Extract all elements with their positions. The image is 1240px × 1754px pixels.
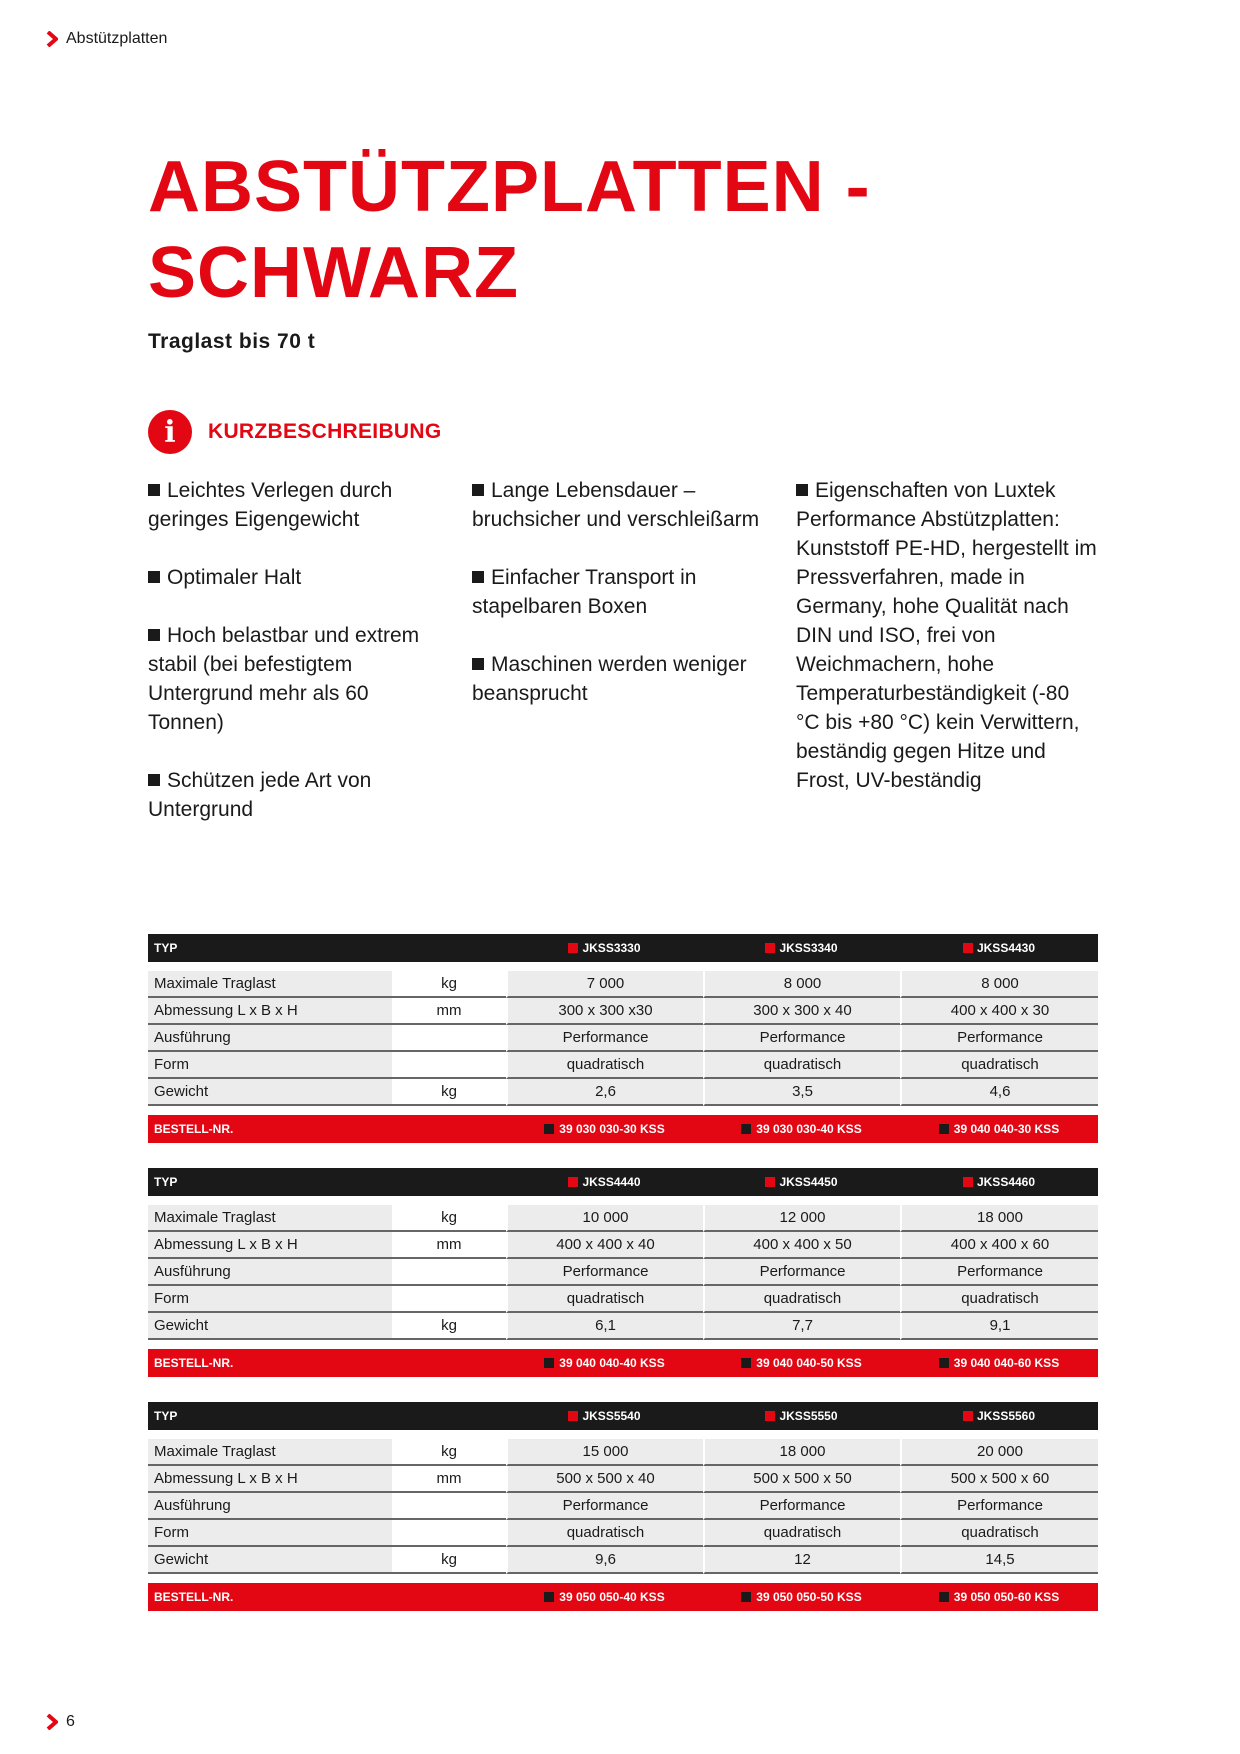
spec-table-2 (148, 1168, 1098, 1377)
bullet-column-1 (148, 476, 448, 853)
table-row: Maximale Traglast kg 15 000 18 000 20 000 (148, 1439, 1098, 1466)
model-cell: JKSS5560 (900, 1402, 1098, 1430)
order-row (148, 1349, 1098, 1377)
title-line-1: ABSTÜTZPLATTEN - (148, 147, 871, 227)
bullet-item: Optimaler Halt (148, 563, 448, 592)
square-bullet-icon (148, 774, 160, 786)
table-header-row (148, 934, 1098, 962)
spec-table-3 (148, 1402, 1098, 1611)
title-line-2: SCHWARZ (148, 233, 519, 313)
model-cell: JKSS4460 (900, 1168, 1098, 1196)
table-header-row (148, 1168, 1098, 1196)
table-row: Abmessung L x B x H mm 300 x 300 x30 300 x 300 x 40 400 x 400 x 30 (148, 998, 1098, 1025)
table-row: Ausführung Performance Performance Performance (148, 1025, 1098, 1052)
bullet-item: Eigenschaften von Luxtek Performance Abstützplatten: Kunststoff PE-HD, hergestellt im Pressverfahren, made in Germany, hohe Qualität nach DIN und ISO, frei von Weichmachern, hohe Temperaturbeständigkeit (-80 °C bis +80 °C) kein Verwittern, beständig gegen Hitze und Frost, UV-beständig (796, 479, 1097, 792)
model-cell: JKSS4450 (703, 1168, 900, 1196)
table-row: Abmessung L x B x H mm 500 x 500 x 40 500 x 500 x 50 500 x 500 x 60 (148, 1466, 1098, 1493)
typ-label: TYP (148, 1168, 392, 1196)
model-cell: JKSS5550 (703, 1402, 900, 1430)
table-row: Abmessung L x B x H mm 400 x 400 x 40 400 x 400 x 50 400 x 400 x 60 (148, 1232, 1098, 1259)
square-bullet-icon (148, 629, 160, 641)
model-cell: JKSS3330 (506, 934, 703, 962)
spec-table-1 (148, 934, 1098, 1143)
order-number: 39 040 040-30 KSS (900, 1115, 1098, 1143)
model-cell: JKSS5540 (506, 1402, 703, 1430)
order-label: BESTELL-NR. (148, 1349, 392, 1377)
bullet-item: Einfacher Transport in stapelbaren Boxen (472, 566, 697, 618)
page-title (148, 144, 871, 316)
bullet-column-2 (472, 476, 772, 853)
square-bullet-icon (472, 658, 484, 670)
description-columns (148, 476, 1098, 853)
square-bullet-icon (472, 571, 484, 583)
table-row: Ausführung Performance Performance Performance (148, 1259, 1098, 1286)
table-row: Gewicht kg 9,6 12 14,5 (148, 1547, 1098, 1574)
square-bullet-icon (472, 484, 484, 496)
order-number: 39 050 050-50 KSS (703, 1583, 900, 1611)
bullet-item: Maschinen werden weniger beansprucht (472, 653, 747, 705)
order-number: 39 050 050-60 KSS (900, 1583, 1098, 1611)
order-label: BESTELL-NR. (148, 1583, 392, 1611)
bullet-item: Hoch belastbar und extrem stabil (bei befestigtem Untergrund mehr als 60 Tonnen) (148, 624, 420, 734)
order-number: 39 050 050-40 KSS (506, 1583, 703, 1611)
order-number: 39 040 040-40 KSS (506, 1349, 703, 1377)
bullet-item: Leichtes Verlegen durch geringes Eigengewicht (148, 479, 393, 531)
table-row: Form quadratisch quadratisch quadratisch (148, 1520, 1098, 1547)
bullet-item: Lange Lebensdauer – bruchsicher und verschleißarm (472, 479, 760, 531)
chevron-right-icon (46, 1714, 58, 1730)
order-number: 39 030 030-40 KSS (703, 1115, 900, 1143)
table-row: Maximale Traglast kg 10 000 12 000 18 000 (148, 1205, 1098, 1232)
model-cell: JKSS3340 (703, 934, 900, 962)
square-bullet-icon (148, 484, 160, 496)
order-row (148, 1115, 1098, 1143)
section-heading (148, 410, 441, 454)
order-number: 39 040 040-50 KSS (703, 1349, 900, 1377)
table-row: Ausführung Performance Performance Performance (148, 1493, 1098, 1520)
order-row (148, 1583, 1098, 1611)
table-row: Gewicht kg 6,1 7,7 9,1 (148, 1313, 1098, 1340)
table-header-row (148, 1402, 1098, 1430)
table-row: Gewicht kg 2,6 3,5 4,6 (148, 1079, 1098, 1106)
page-subtitle: Traglast bis 70 t (148, 330, 316, 353)
bullet-item: Schützen jede Art von Untergrund (148, 769, 372, 821)
order-number: 39 040 040-60 KSS (900, 1349, 1098, 1377)
model-cell: JKSS4430 (900, 934, 1098, 962)
breadcrumb-label: Abstützplatten (66, 30, 168, 47)
square-bullet-icon (148, 571, 160, 583)
model-cell: JKSS4440 (506, 1168, 703, 1196)
order-number: 39 030 030-30 KSS (506, 1115, 703, 1143)
info-icon: i (148, 410, 192, 454)
bullet-column-3 (796, 476, 1098, 853)
typ-label: TYP (148, 1402, 392, 1430)
order-label: BESTELL-NR. (148, 1115, 392, 1143)
breadcrumb (46, 30, 167, 48)
page-number (46, 1713, 75, 1731)
table-row: Maximale Traglast kg 7 000 8 000 8 000 (148, 971, 1098, 998)
page-number-label: 6 (66, 1713, 75, 1730)
section-title: KURZBESCHREIBUNG (208, 420, 442, 443)
table-row: Form quadratisch quadratisch quadratisch (148, 1286, 1098, 1313)
chevron-right-icon (46, 31, 58, 47)
table-row: Form quadratisch quadratisch quadratisch (148, 1052, 1098, 1079)
square-bullet-icon (796, 484, 808, 496)
typ-label: TYP (148, 934, 392, 962)
